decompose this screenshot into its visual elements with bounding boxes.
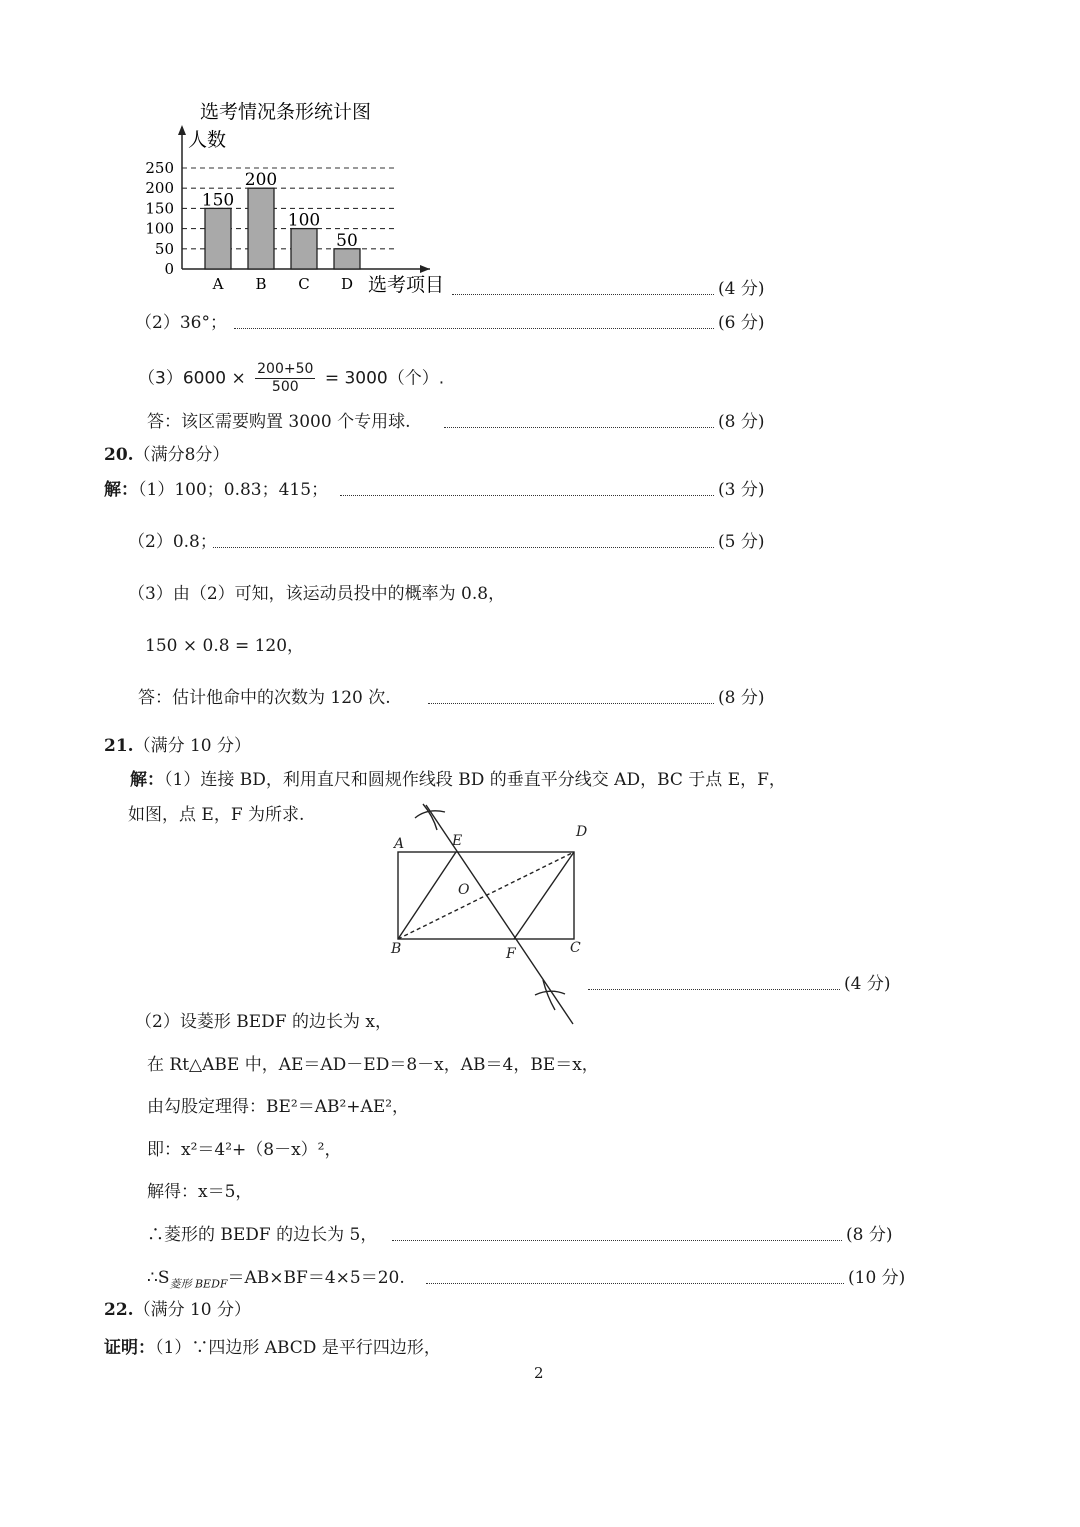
y-tick-label: 100 [145,219,174,238]
x-axis-arrow [420,265,430,273]
answer-line [104,1337,441,1359]
question-points: （满分8分） [133,445,230,465]
point-c-label: C [570,940,581,956]
answer-line: 答：该区需要购置 3000 个专用球. [147,412,411,432]
bar-value-label: 100 [287,210,321,231]
answer-line: 在 Rt△ABE 中，AE＝AD－ED＝8－x，AB＝4，BE＝x， [147,1055,599,1075]
dot-leader [426,1283,844,1284]
rhombus-figure [385,800,615,1040]
question-header [104,444,229,466]
answer-line: 答：估计他命中的次数为 120 次. [138,688,391,708]
answer-line: （3）由（2）可知，该运动员投中的概率为 0.8， [128,584,506,604]
bar-value-label: 150 [201,190,235,211]
y-tick-label: 200 [145,179,174,198]
answer-line: （2）0.8； [128,532,217,552]
bar-value-label: 200 [244,170,278,191]
question-number: 22. [104,1300,134,1320]
bar [291,229,317,269]
formula-line [138,361,444,396]
fraction-numerator: 200+50 [257,361,314,377]
answer-line: 由勾股定理得：BE²＝AB²+AE²， [147,1097,410,1117]
proof-text: （1）∵四边形 ABCD 是平行四边形， [155,1338,441,1358]
arc-mark-bottom [535,991,565,995]
dot-leader [588,989,840,990]
score-label: (4 分) [718,279,765,299]
solution-label: 解： [130,770,164,790]
answer-line: （2）设菱形 BEDF 的边长为 x， [135,1012,392,1032]
score-label: (8 分) [718,688,765,708]
arc-mark-top-2 [423,804,437,830]
question-number: 20. [104,445,134,465]
formula-result: = 3000（个）. [324,368,445,389]
proof-label: 证明： [104,1338,155,1358]
answer-line: 即：x²＝4²+（8－x）²， [147,1140,342,1160]
dot-leader [340,495,714,496]
score-label: (8 分) [718,412,765,432]
answer-line: （2）36°； [135,313,227,333]
x-tick-label: D [340,275,354,293]
dot-leader [428,703,714,704]
x-axis-label: 选考项目 [368,274,445,296]
point-e-label: E [452,833,463,849]
score-label: (8 分) [846,1225,893,1245]
x-tick-label: C [298,275,310,293]
question-header [104,1299,251,1321]
y-tick-label: 250 [145,159,174,177]
score-label: (5 分) [718,532,765,552]
answer-line: ∴菱形的 BEDF 的边长为 5， [147,1225,378,1245]
question-points: （满分 10 分） [133,1300,252,1320]
x-tick-label: B [255,275,267,293]
question-header [104,735,251,757]
score-label: (4 分) [844,974,891,994]
point-f-label: F [506,946,516,962]
dot-leader [444,427,714,428]
dot-leader [452,294,714,295]
answer-line [104,479,328,501]
score-label: (6 分) [718,313,765,333]
chart-title: 选考情况条形统计图 [200,101,372,123]
point-a-label: A [394,836,405,852]
dot-leader [213,547,714,548]
point-o-label: O [458,882,470,898]
point-b-label: B [391,941,402,957]
bar [205,208,231,269]
solution-label: 解： [104,480,138,500]
y-axis-label: 人数 [188,129,227,151]
y-tick-label: 150 [145,199,174,218]
question-points: （满分 10 分） [133,736,252,756]
page-number: 2 [534,1364,544,1382]
answer-line [130,769,786,791]
bar-chart [140,95,600,300]
answer-line: 如图，点 E，F 为所求. [128,805,305,825]
answer-line: 解得：x＝5， [147,1182,253,1202]
formula-prefix: （3）6000 × [138,368,246,389]
line-be [398,852,456,939]
point-d-label: D [576,824,588,840]
score-label: (10 分) [848,1268,906,1288]
answer-text: （1）连接 BD，利用直尺和圆规作线段 BD 的垂直平分线交 AD，BC 于点 E，F， [164,770,786,790]
fraction [255,361,315,396]
fraction-denominator: 500 [271,379,299,395]
dot-leader [392,1240,842,1241]
y-tick-label: 50 [154,239,174,258]
area-symbol: ∴S [147,1268,170,1288]
answer-text: （1）100；0.83；415； [138,480,329,500]
bar-value-label: 50 [336,230,358,251]
x-tick-label: A [212,275,224,293]
score-label: (3 分) [718,480,765,500]
dot-leader [234,328,714,329]
line-fd [514,852,574,939]
calc-line: 150 × 0.8 = 120， [145,636,305,656]
y-axis-arrow [178,125,186,135]
area-formula: ＝AB×BF＝4×5＝20. [227,1268,405,1288]
area-subscript: 菱形 BEDF [169,1277,228,1291]
y-tick-label: 0 [164,260,174,278]
bar [248,188,274,269]
question-number: 21. [104,736,134,756]
answer-line [147,1267,405,1295]
bar [334,249,360,269]
